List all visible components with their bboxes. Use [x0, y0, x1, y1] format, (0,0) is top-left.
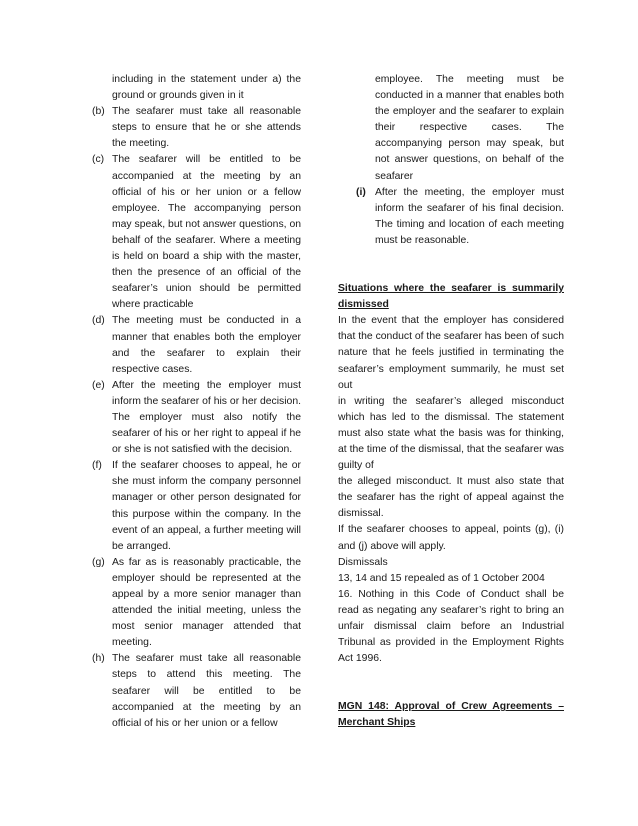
list-marker: (e) [92, 379, 105, 391]
list-item-g [92, 555, 301, 652]
list-item-text: The seafarer will be entitled to be accompanied at the meeting by an official of his or her union or a fellow employee. The accompanying person may speak, but not answer questions, on behalf of the seafarer. Where a meeting is held on board a ship with the master, then the presence of an official of the seafarer’s union should be permitted where practicable [112, 154, 301, 311]
section-heading-mgn-148: MGN 148: Approval of Crew Agreements – Merchant Ships [338, 701, 564, 729]
spacer [338, 249, 564, 281]
list-item-d [92, 313, 301, 377]
list-marker: (h) [92, 653, 105, 665]
right-continuation: employee. The meeting must be conducted in a manner that enables both the employer and the seafarer to explain their respective cases. The accompanying person may speak, but not answer questions, on behalf of the seafarer [375, 74, 564, 182]
paragraph: If the seafarer chooses to appeal, points (g), (i) and (j) above will apply. [338, 524, 564, 552]
list-marker: (c) [92, 154, 105, 166]
list-item-text: The seafarer must take all reasonable steps to attend this meeting. The seafarer will be entitled to be accompanied at the meeting by an official of his or her union or a fellow [112, 653, 301, 729]
spacer [338, 667, 564, 699]
list-item-h [92, 651, 301, 731]
paragraph: in writing the seafarer’s alleged misconduct which has led to the dismissal. The statement must also state what the basis was for thinking, at the time of the dismissal, that the seafarer was guilty of [338, 395, 564, 472]
list-marker: (g) [92, 556, 105, 568]
list-item-text: The seafarer must take all reasonable steps to ensure that he or she attends the meeting. [112, 106, 301, 150]
right-column [338, 72, 564, 731]
list-marker: (d) [92, 315, 105, 327]
list-item-text: As far as is reasonably practicable, the employer should be represented at the appeal by a more senior manager than attended the initial meeting, unless the most senior manager attended that meeting. [112, 556, 301, 649]
list-item-text: After the meeting, the employer must inform the seafarer of his final decision. The timing and location of each meeting must be reasonable. [375, 186, 564, 246]
list-item-b [92, 104, 301, 152]
paragraph: 16. Nothing in this Code of Conduct shall be read as negating any seafarer’s right to bring an unfair dismissal claim before an Industrial Tribunal as provided in the Employment Rights Act 1996. [338, 588, 564, 665]
left-column [92, 72, 301, 732]
list-item-f [92, 458, 301, 555]
list-item-i [338, 185, 564, 249]
list-marker: (i) [356, 186, 366, 198]
list-item-text: If the seafarer chooses to appeal, he or she must inform the company personnel manager or other person designated for this purpose within the company. In the event of an appeal, a further meeting will be arranged. [112, 460, 301, 552]
intro-continuation: including in the statement under a) the ground or grounds given in it [112, 74, 301, 102]
list-marker: (b) [92, 106, 105, 118]
paragraph: In the event that the employer has considered that the conduct of the seafarer has been of such nature that he feels justified in terminating the seafarer’s employment summarily, he must set out [338, 315, 564, 391]
list-item-text: The meeting must be conducted in a manner that enables both the employer and the seafarer to explain their respective cases. [112, 315, 301, 375]
list-item-c [92, 152, 301, 313]
section-heading-summary-dismissal: Situations where the seafarer is summarily dismissed [338, 283, 564, 311]
paragraph: the alleged misconduct. It must also state that the seafarer has the right of appeal against the dismissal. [338, 476, 564, 520]
list-item-e [92, 378, 301, 458]
list-item-text: After the meeting the employer must inform the seafarer of his or her decision. The employer must also notify the seafarer of his or her right to appeal if he or she is not satisfied with the decision. [112, 379, 301, 456]
paragraph: 13, 14 and 15 repealed as of 1 October 2004 [338, 572, 545, 584]
paragraph: Dismissals [338, 556, 388, 568]
list-marker: (f) [92, 460, 102, 472]
